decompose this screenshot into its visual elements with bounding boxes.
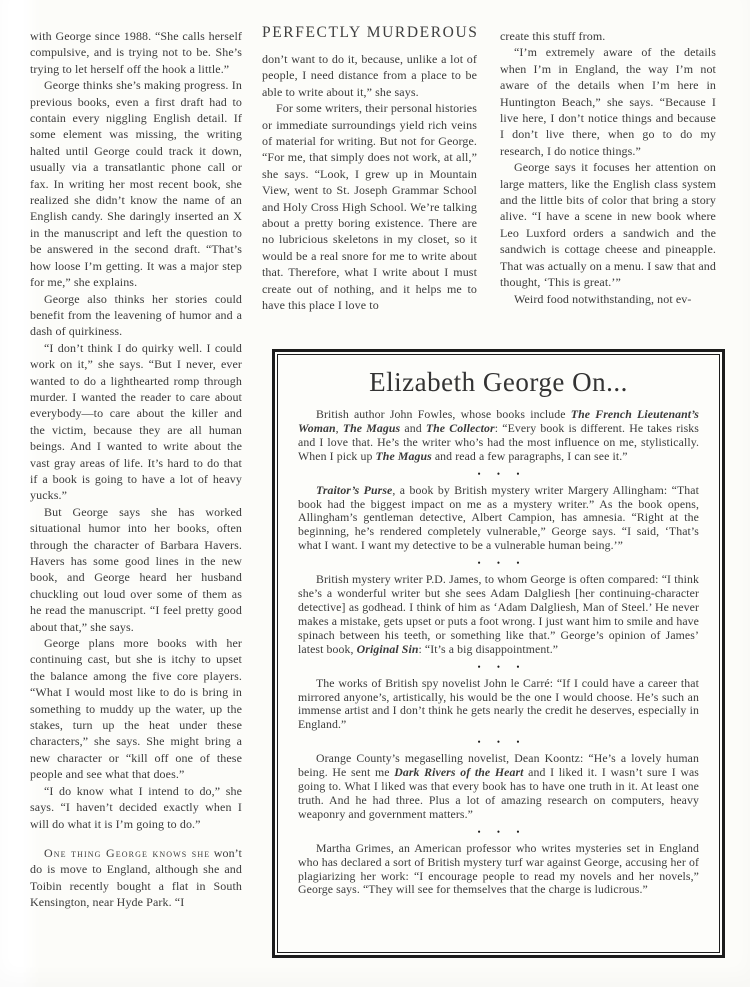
styled-text-segment: Dark Rivers of the Heart <box>394 765 524 780</box>
paragraph: Weird food notwithstanding, not ev- <box>514 291 692 306</box>
paragraph: George plans more books with her continuing cast, but she is itchy to upset the balance among the five core players. “What I would most like to do is bring in something to muddy up the water, up the stakes, turn up the heat under these characters,” she says. She might bring a new character or “kill off one of these people and see what that does.” <box>30 636 242 782</box>
text-segment: : “It’s a big disappointment.” <box>418 641 559 656</box>
styled-text-segment: The Magus <box>375 448 432 463</box>
bullet-divider: • • • <box>477 737 527 748</box>
styled-text-segment: The Magus <box>342 420 401 435</box>
sidebar-entry-le-carre <box>298 677 699 733</box>
text-segment: and read a few paragraphs, I can see it.” <box>431 448 628 463</box>
text-segment: , a book by British mystery writer Margery Allingham: “That book had the biggest impact on me as a mystery writer.” As the book opens, Allingham’s gentleman detective, Albert Campion, has amnesia. “Right at the beginning, he’s rendered completely vulnerable,” George says. “I said, ‘That’s what I want. I want my detective to be a vulnerable human being.’” <box>298 482 699 553</box>
sidebar-entry-koontz <box>298 752 699 822</box>
running-head: PERFECTLY MURDEROUS <box>262 24 479 41</box>
paragraph: “I’m extremely aware of the details when I’m in England, the way I’m not aware of the details when I’m here in Huntington Beach,” she says. “Because I live here, I don’t notice things and because I don’t live there, when go to do my research, I do notice things.” <box>500 45 716 158</box>
text-segment: Martha Grimes, an American professor who writes mysteries set in England who has declared a sort of British mystery turf war against George, accusing her of plagiarizing her work: “I encourage people to read my novels and her novels,” George says. “They will see for themselves that the charge is ludicrous.” <box>298 840 699 897</box>
paragraph-smallcaps-lead <box>30 845 242 911</box>
paragraph: For some writers, their personal histories or immediate surroundings yield rich veins of material for writing. But not for George. “For me, that simply does not work, at all,” she says. “Look, I grew up in Mountain View, went to St. Joseph Grammar School and Holy Cross High School. We’re talking about a pretty boring existence. There are no lubricious skeletons in my closet, so it would be a real snore for me to write about that. Therefore, what I write about I must create out of nothing, and it helps me to have this place I love to <box>262 101 477 313</box>
styled-text-segment: Traitor’s Purse <box>316 482 393 497</box>
text-segment: The works of British spy novelist John le Carré: “If I could have a career that mirrored anyone’s, artistically, his would be the one I would choose. He’s such an immense artist and I don’t think he gets nearly the credit he deserves, especially in England.” <box>298 675 699 732</box>
text-segment: British mystery writer P.D. James, to whom George is often compared: “I think she’s a wonderful writer but she sees Adam Dalgliesh [her continuing-character detective] as godhead. I think of him as ‘Adam Dalgliesh, Man of Steel.’ He never makes a mistake, gets upset or puts a foot wrong. I just want him to smile and have spinach between his teeth, or something like that.” George’s opinion of James’ latest book, <box>298 572 699 656</box>
paragraph: “I do know what I intend to do,” she says. “I haven’t decided exactly when I will do what it is I’m going to do.” <box>30 783 242 831</box>
paragraph: “I don’t think I do quirky well. I could work on it,” she says. “But I never, ever wanted to do a lighthearted romp through murder. I wanted the reader to care about everybody—to care about the killer and the victim, because they are all human beings. And I wanted to write about the vast gray areas of life. It’s hard to do that if a book is going to have a lot of heavy yucks.” <box>30 340 242 503</box>
paragraph: with George since 1988. “She calls herself compulsive, and is trying not to be. She’s trying to let herself off the hook a little.” <box>30 29 242 76</box>
sidebar-entry-allingham <box>298 484 699 554</box>
text-segment: , <box>335 420 343 435</box>
styled-text-segment: The Collector <box>425 420 495 435</box>
paragraph: George also thinks her stories could benefit from the leavening of humor and a dash of quirkiness. <box>30 291 242 339</box>
paragraph: George thinks she’s making progress. In previous books, even a first draft had to contain every niggling English detail. If some element was missing, the writing halted until George could track it down, usually via a transatlantic phone call or fax. In writing her most recent book, she realized she didn’t know the name of an English candy. She daringly inserted an X in the manuscript and left the question to be answered in the second draft. “That’s how loose I’m getting. It was a major step for me,” she explains. <box>30 78 242 290</box>
text-segment: and I liked it. I wasn’t sure I was going to. What I liked was that every book has to have one truth in it. At least one truth. And he had three. Plus a lot of amazing research on computers, heavy weaponry and government matters.” <box>298 765 700 821</box>
bullet-divider: • • • <box>477 826 527 837</box>
paragraph: create this stuff from. <box>500 29 606 43</box>
article-column-middle <box>262 24 477 314</box>
sidebar-entry-pd-james <box>298 573 699 656</box>
sidebar-title: Elizabeth George On... <box>369 367 628 397</box>
elizabeth-george-on-box-inner <box>277 354 720 953</box>
elizabeth-george-on-box <box>272 349 725 958</box>
text-segment: won’t do is move to England, although she and Toibin recently bought a flat in South Kensington, near Hyde Park. “I <box>30 845 242 910</box>
paragraph: But George says she has worked situational humor into her books, often through the character of Barbara Havers. Havers has some good lines in the new book, and George heard her husband chuckling out loud over some of them as he read the manuscript. “I feel pretty good about that,” she says. <box>30 504 242 634</box>
bullet-divider: • • • <box>477 661 527 672</box>
sidebar-entry-fowles <box>298 408 699 464</box>
article-column-left <box>30 28 242 911</box>
sidebar-entry-grimes <box>298 842 699 898</box>
text-segment: and <box>400 420 426 435</box>
paragraph: George says it focuses her attention on large matters, like the English class system and the little bits of color that bring a story alive. “I have a scene in new book where Leo Luxford orders a sandwich and the sandwich is cottage cheese and pineapple. That was actually on a menu. I saw that and thought, ‘This is great.’” <box>500 160 716 290</box>
bullet-divider: • • • <box>477 468 527 479</box>
paragraph: don’t want to do it, because, unlike a lot of people, I need distance from a place to be able to write about it,” she says. <box>262 52 477 99</box>
text-segment: Orange County’s megaselling novelist, Dean Koontz: “He’s a lovely human being. He sent me <box>298 751 699 780</box>
styled-text-segment: One thing George knows she <box>44 845 211 860</box>
styled-text-segment: The French Lieutenant’s Woman <box>298 407 699 435</box>
article-column-right <box>500 28 716 307</box>
bullet-divider: • • • <box>477 558 527 569</box>
text-segment: : “Every book is different. He takes risks and I love that. He’s the writer who’s had the most influence on me, stylistically. When I pick up <box>298 420 699 463</box>
text-segment: British author John Fowles, whose books include <box>316 407 571 421</box>
styled-text-segment: Original Sin <box>356 641 419 656</box>
